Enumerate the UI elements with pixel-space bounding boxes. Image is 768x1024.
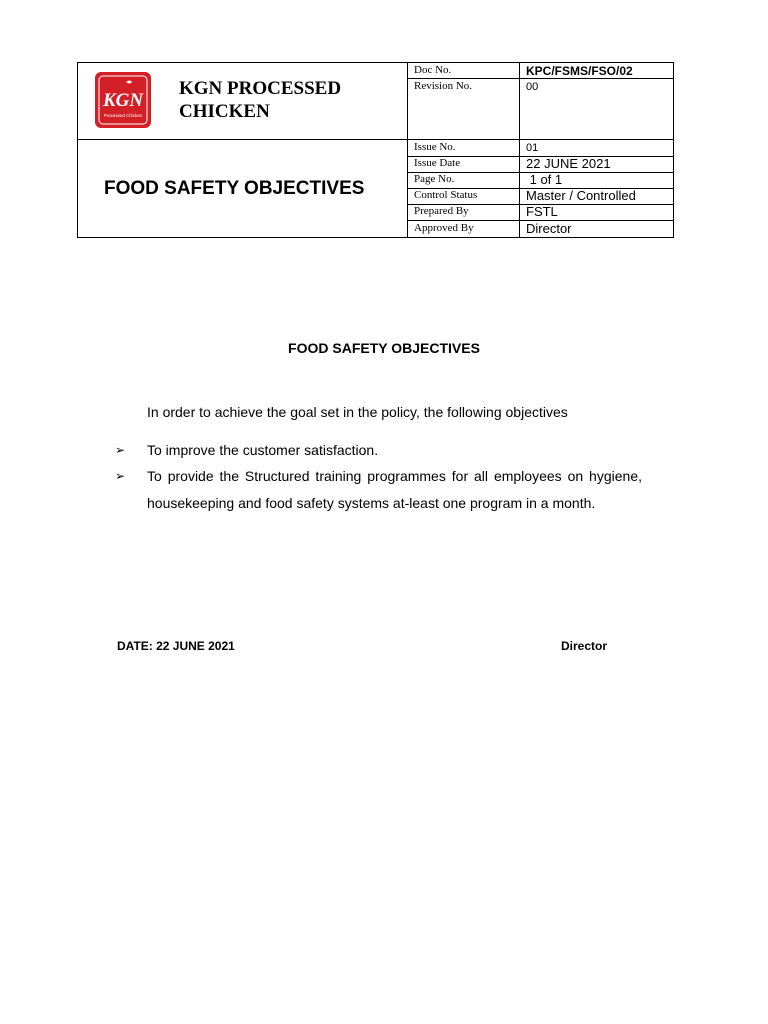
- meta-column-divider: [407, 63, 408, 237]
- logo-tagline: Processed Chicken: [103, 113, 143, 118]
- meta-label-prepared-by: Prepared By: [414, 205, 469, 217]
- meta-row-line: [407, 78, 673, 79]
- meta-value-revision-no: 00: [526, 81, 539, 93]
- document-title: FOOD SAFETY OBJECTIVES: [104, 178, 365, 199]
- meta-value-issue-no: 01: [526, 142, 539, 154]
- meta-label-page-no: Page No.: [414, 173, 455, 185]
- meta-value-approved-by: Director: [526, 221, 572, 236]
- meta-value-prepared-by: FSTL: [526, 204, 558, 219]
- objective-item: To improve the customer satisfaction.: [147, 442, 379, 458]
- logo-brand: KGN: [102, 90, 144, 111]
- meta-label-issue-date: Issue Date: [414, 157, 461, 169]
- meta-value-issue-date: 22 JUNE 2021: [526, 156, 611, 171]
- meta-label-doc-no: Doc No.: [414, 64, 452, 76]
- footer-date: DATE: 22 JUNE 2021: [117, 639, 235, 653]
- meta-label-revision-no: Revision No.: [414, 80, 473, 92]
- meta-value-page-no: 1 of 1: [526, 172, 563, 187]
- meta-label-approved-by: Approved By: [414, 222, 474, 234]
- section-heading: FOOD SAFETY OBJECTIVES: [288, 340, 480, 356]
- meta-value-divider: [519, 63, 520, 237]
- meta-label-control-status: Control Status: [414, 189, 478, 201]
- meta-value-control-status: Master / Controlled: [526, 188, 636, 203]
- meta-label-issue-no: Issue No.: [414, 141, 456, 153]
- footer-signatory: Director: [561, 639, 608, 653]
- meta-value-doc-no: KPC/FSMS/FSO/02: [526, 64, 633, 78]
- bullet-arrow-icon: ➢: [115, 469, 126, 483]
- intro-paragraph: In order to achieve the goal set in the policy, the following objectives: [147, 404, 568, 420]
- company-name: KGN PROCESSED CHICKEN: [179, 78, 342, 122]
- header-divider: [78, 139, 673, 140]
- bullet-arrow-icon: ➢: [115, 443, 126, 457]
- objective-item: To provide the Structured training programmes for all employees on hygiene, housekeeping and food safety systems at-least one program in a month.: [147, 468, 642, 511]
- kgn-logo: [94, 71, 152, 129]
- document-header: [77, 62, 674, 238]
